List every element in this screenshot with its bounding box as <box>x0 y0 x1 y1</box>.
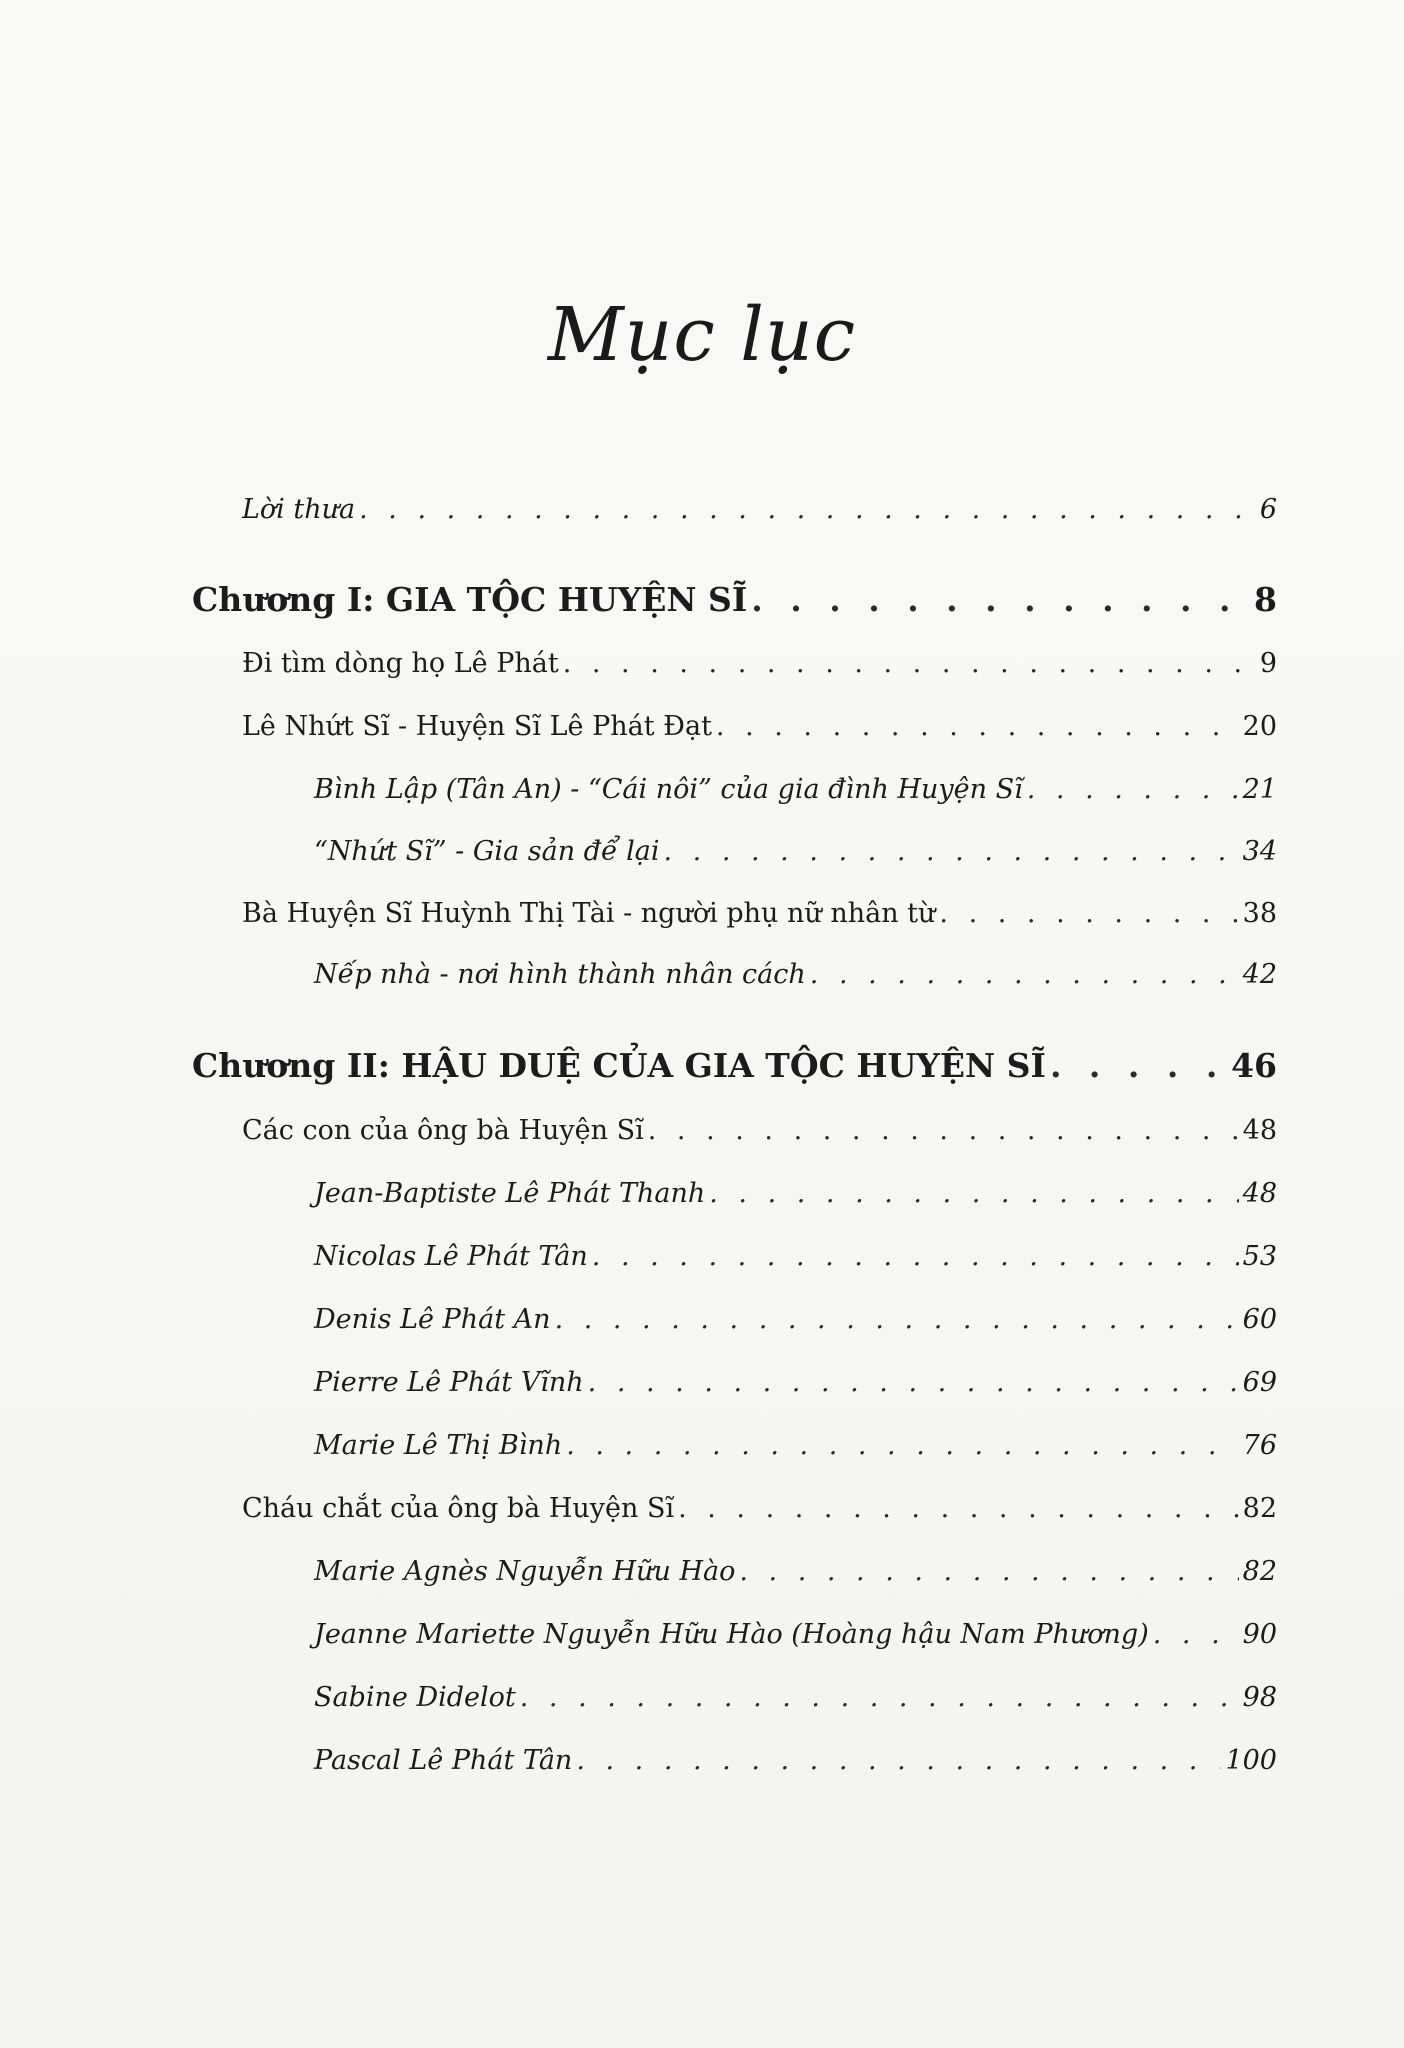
toc-entry-page: 82 <box>1242 1493 1277 1524</box>
toc-chapter-2 <box>192 1046 1277 1085</box>
toc-entry-label: Lê Nhứt Sĩ - Huyện Sĩ Lê Phát Đạt <box>242 711 712 742</box>
toc-subentry <box>314 1619 1277 1650</box>
toc-subentry-label: Denis Lê Phát An <box>314 1304 551 1335</box>
toc-entry-page: 48 <box>1242 1115 1277 1146</box>
toc-entry-page: 6 <box>1259 494 1277 525</box>
toc-entry <box>242 1493 1277 1524</box>
toc-subentry-page: 60 <box>1242 1304 1277 1335</box>
toc-entry <box>242 711 1277 742</box>
toc-subentry <box>314 1241 1277 1272</box>
toc-subentry-label: Nicolas Lê Phát Tân <box>314 1241 588 1272</box>
toc-subentry <box>314 1682 1277 1713</box>
toc-subentry-page: 69 <box>1242 1367 1277 1398</box>
chapter-page: 46 <box>1231 1046 1277 1085</box>
chapter-label: Chương II: HẬU DUỆ CỦA GIA TỘC HUYỆN SĨ <box>192 1046 1046 1085</box>
dot-leader <box>555 1304 1239 1335</box>
toc-subentry-label: Jean-Baptiste Lê Phát Thanh <box>314 1178 706 1209</box>
toc-entry <box>242 898 1277 929</box>
toc-entry-page: 38 <box>1242 898 1277 929</box>
dot-leader <box>664 836 1239 867</box>
dot-leader <box>588 1367 1239 1398</box>
dot-leader <box>1050 1046 1227 1085</box>
toc-subentry <box>314 1304 1277 1335</box>
dot-leader <box>563 648 1256 679</box>
toc-subentry-label: Pascal Lê Phát Tân <box>314 1745 573 1776</box>
page-title: Mục lục <box>547 292 857 378</box>
toc-subentry <box>314 836 1277 867</box>
toc-entry-label: Các con của ông bà Huyện Sĩ <box>242 1115 644 1146</box>
toc-chapter-1 <box>192 580 1277 619</box>
dot-leader <box>520 1682 1239 1713</box>
toc-subentry <box>314 774 1277 805</box>
dot-leader <box>739 1556 1238 1587</box>
toc-subentry <box>314 1745 1277 1776</box>
dot-leader <box>648 1115 1239 1146</box>
toc-subentry-page: 98 <box>1242 1682 1277 1713</box>
toc-entry-label: Bà Huyện Sĩ Huỳnh Thị Tài - người phụ nữ nhân từ <box>242 898 936 929</box>
dot-leader <box>566 1430 1238 1461</box>
dot-leader <box>939 898 1238 929</box>
toc-subentry <box>314 959 1277 990</box>
toc-subentry-label: Nếp nhà - nơi hình thành nhân cách <box>314 959 806 990</box>
toc-subentry-label: Marie Lê Thị Bình <box>314 1430 563 1461</box>
toc-entry <box>242 648 1277 679</box>
toc-entry-label: Đi tìm dòng họ Lê Phát <box>242 648 559 679</box>
toc-subentry-page: 100 <box>1225 1745 1277 1776</box>
toc-subentry-page: 21 <box>1242 774 1277 805</box>
dot-leader <box>592 1241 1239 1272</box>
dot-leader <box>1027 774 1239 805</box>
toc-subentry-page: 48 <box>1242 1178 1277 1209</box>
toc-subentry <box>314 1430 1277 1461</box>
dot-leader <box>709 1178 1238 1209</box>
toc-subentry-page: 53 <box>1242 1241 1277 1272</box>
toc-entry-page: 9 <box>1259 648 1277 679</box>
toc-subentry-label: Marie Agnès Nguyễn Hữu Hào <box>314 1556 736 1587</box>
toc-entry-label: Cháu chắt của ông bà Huyện Sĩ <box>242 1493 675 1524</box>
toc-entry-intro <box>242 494 1277 525</box>
toc-entry-label: Lời thưa <box>242 494 356 525</box>
toc-subentry-page: 90 <box>1242 1619 1277 1650</box>
dot-leader <box>359 494 1256 525</box>
toc-subentry-page: 42 <box>1242 959 1277 990</box>
chapter-label: Chương I: GIA TỘC HUYỆN SĨ <box>192 580 748 619</box>
toc-subentry-page: 76 <box>1242 1430 1277 1461</box>
chapter-page: 8 <box>1254 580 1277 619</box>
toc-entry-page: 20 <box>1242 711 1277 742</box>
dot-leader <box>1153 1619 1239 1650</box>
dot-leader <box>810 959 1239 990</box>
toc-subentry <box>314 1178 1277 1209</box>
dot-leader <box>751 580 1250 619</box>
toc-subentry-page: 34 <box>1242 836 1277 867</box>
toc-subentry-label: Bình Lập (Tân An) - “Cái nôi” của gia đình Huyện Sĩ <box>314 774 1023 805</box>
toc-entry <box>242 1115 1277 1146</box>
toc-subentry-label: Pierre Lê Phát Vĩnh <box>314 1367 584 1398</box>
toc-subentry-label: “Nhứt Sĩ” - Gia sản để lại <box>314 836 660 867</box>
toc-subentry-label: Sabine Didelot <box>314 1682 516 1713</box>
toc-subentry <box>314 1367 1277 1398</box>
toc-subentry <box>314 1556 1277 1587</box>
dot-leader <box>678 1493 1239 1524</box>
dot-leader <box>716 711 1239 742</box>
toc-subentry-page: 82 <box>1242 1556 1277 1587</box>
toc-subentry-label: Jeanne Mariette Nguyễn Hữu Hào (Hoàng hậu Nam Phương) <box>314 1619 1149 1650</box>
dot-leader <box>576 1745 1221 1776</box>
